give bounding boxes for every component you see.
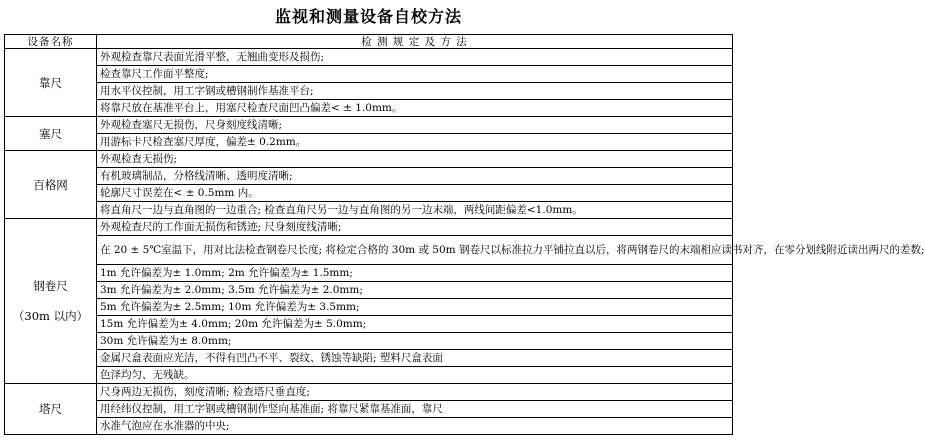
calibration-table: [4, 34, 925, 435]
method-line: 外观检查无损伤;: [97, 151, 733, 168]
method-line: 有机玻璃制品，分格线清晰、透明度清晰;: [97, 168, 733, 185]
method-line: 1m 允许偏差为± 1.0mm; 2m 允许偏差为± 1.5mm;: [97, 265, 733, 282]
table-row: [5, 316, 733, 333]
device-name-tape: [5, 219, 97, 384]
method-line: 15m 允许偏差为± 4.0mm; 20m 允许偏差为± 5.0mm;: [97, 316, 733, 333]
method-line: 金属尺盒表面应光洁，不得有凹凸不平、裂纹、锈蚀等缺陷; 塑料尺盒表面: [97, 350, 733, 367]
device-name-tape-label: 钢卷尺: [33, 279, 68, 293]
device-name-grid: 百格网: [5, 151, 97, 219]
table-row: [5, 100, 733, 117]
table-row: [5, 185, 733, 202]
table-row: [5, 350, 733, 367]
method-line: 用经纬仪控制，用工字钢或槽钢制作竖向基准面; 将靠尺紧靠基准面，靠尺: [97, 401, 733, 418]
method-line: 用游标卡尺检查塞尺厚度，偏差± 0.2mm。: [97, 134, 733, 151]
table-row: [5, 282, 733, 299]
method-line: 色泽均匀、无残缺。: [97, 367, 733, 384]
method-line: 外观检查靠尺表面光滑平整，无翘曲变形及损伤;: [97, 49, 733, 66]
header-device-name: 设备名称: [5, 35, 97, 49]
device-name-tape-range: （30m 以内）: [12, 309, 89, 323]
method-line: 水准气泡应在水准器的中央;: [97, 418, 733, 435]
method-line: 检查靠尺工作面平整度;: [97, 66, 733, 83]
table-row: [5, 66, 733, 83]
table-row: [5, 134, 733, 151]
table-row: [5, 219, 733, 236]
table-row: [5, 333, 733, 350]
method-line: 尺身两边无损伤，刻度清晰; 检查塔尺垂直度;: [97, 384, 733, 401]
table-row: [5, 83, 733, 100]
table-row: [5, 202, 733, 219]
table-row: [5, 151, 733, 168]
method-line: 轮廓尺寸误差在< ± 0.5mm 内。: [97, 185, 733, 202]
table-row: [5, 384, 733, 401]
method-line: 用水平仪控制，用工字钢或槽钢制作基准平台;: [97, 83, 733, 100]
table-header-row: [5, 35, 733, 49]
method-line: 30m 允许偏差为± 8.0mm;: [97, 333, 733, 350]
method-line: 外观检查塞尺无损伤，尺身刻度线清晰;: [97, 117, 733, 134]
device-name-ruler: 靠尺: [5, 49, 97, 117]
table-row: [5, 265, 733, 282]
table-row: [5, 168, 733, 185]
device-name-feeler: 塞尺: [5, 117, 97, 151]
page-title: 监视和测量设备自校方法: [274, 7, 462, 26]
table-row: [5, 418, 733, 435]
method-line: 外观检查尺的工作面无损伤和锈迹; 尺身刻度线清晰;: [97, 219, 733, 236]
table-row: [5, 236, 733, 265]
method-line: 3m 允许偏差为± 2.0mm; 3.5m 允许偏差为± 2.0mm;: [97, 282, 733, 299]
table-row: [5, 401, 733, 418]
table-row: [5, 299, 733, 316]
table-row: [5, 367, 733, 384]
table-row: [5, 117, 733, 134]
table-row: [5, 49, 733, 66]
method-line: 将靠尺放在基准平台上，用塞尺检查尺面凹凸偏差< ± 1.0mm。: [97, 100, 733, 117]
method-line: 5m 允许偏差为± 2.5mm; 10m 允许偏差为± 3.5mm;: [97, 299, 733, 316]
method-line: 将直角尺一边与直角图的一边重合; 检查直角尺另一边与直角图的另一边末端，两线间距偏差<1.0mm。: [97, 202, 733, 219]
method-line: 在 20 ± 5℃室温下，用对比法检查钢卷尺长度; 将检定合格的 30m 或 50m 钢卷尺以标准拉力平铺拉直以后，将两钢卷尺的末端相应读书对齐，在零分划线附近读出两尺的差数;: [97, 236, 733, 265]
header-method: 检 测 规 定 及 方 法: [97, 35, 733, 49]
device-name-tower: 塔尺: [5, 384, 97, 435]
